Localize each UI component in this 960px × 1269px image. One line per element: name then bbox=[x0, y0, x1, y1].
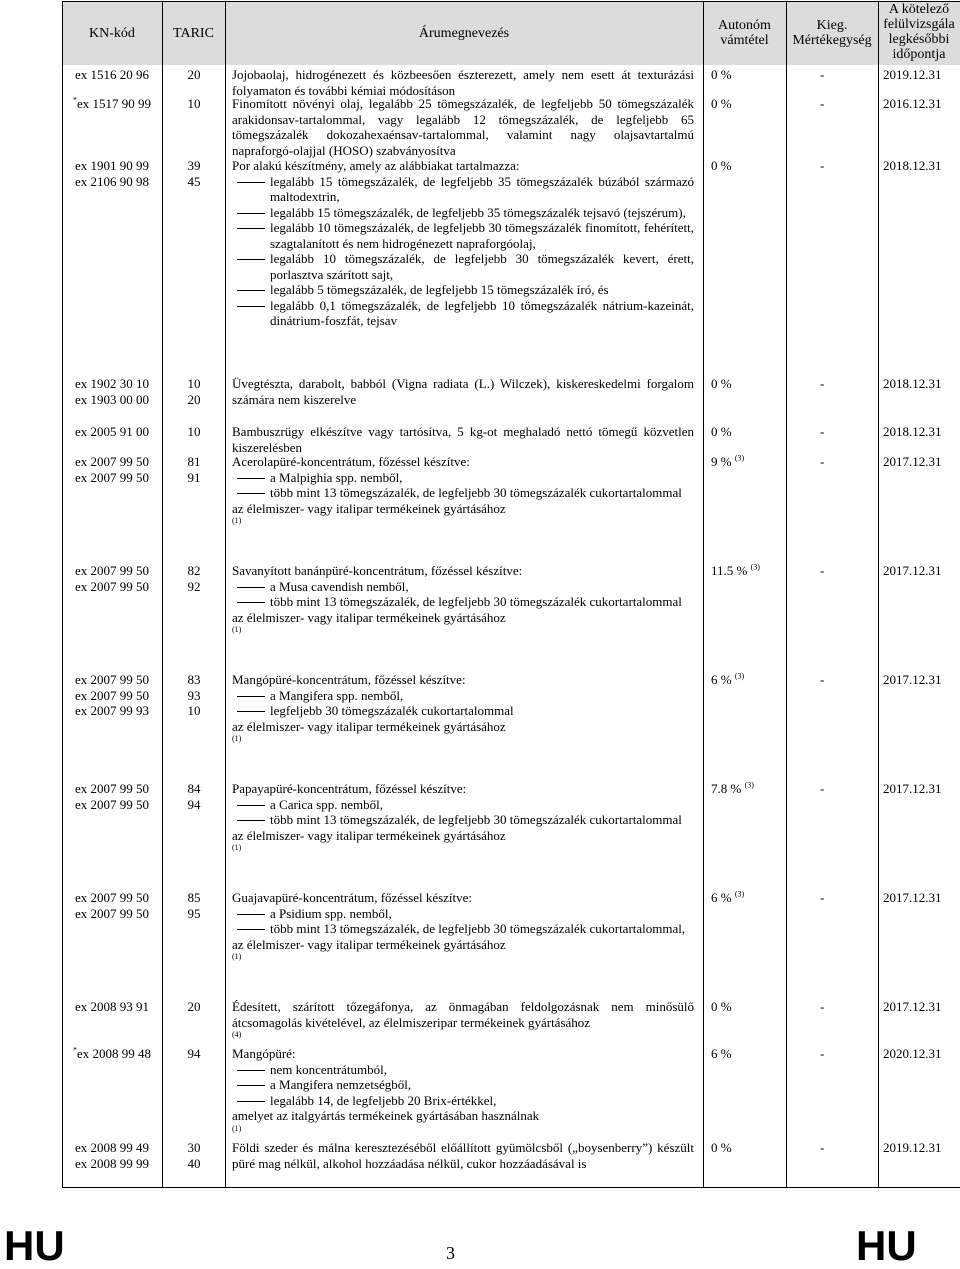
header-review-date: A kötelező felülvizsgála legkésőbbi időpontja bbox=[883, 2, 955, 62]
kn-code bbox=[62, 563, 162, 579]
description-text: Por alakú készítmény, amely az alábbiakat tartalmazza: bbox=[232, 158, 520, 173]
description-text: Földi szeder és málna keresztezéséből előállított gyümölcsből („boysenberry”) készült püré mag nélkül, alkohol hozzáadása nélkül, cukor hozzáadásával is bbox=[232, 1140, 694, 1171]
kn-code-text: ex 2007 99 50 bbox=[74, 578, 150, 594]
kn-code-cell bbox=[62, 376, 162, 407]
kn-code-text: ex 2008 99 99 bbox=[74, 1155, 150, 1171]
footnote-ref: (1) bbox=[232, 734, 242, 743]
kn-code bbox=[62, 454, 162, 470]
kn-code-text: ex 2007 99 50 bbox=[74, 672, 150, 687]
taric-cell bbox=[163, 454, 225, 485]
description-cell bbox=[232, 999, 694, 1040]
review-date-cell: 2017.12.31 bbox=[883, 454, 942, 469]
kn-code bbox=[62, 1046, 162, 1062]
taric-cell bbox=[163, 424, 225, 440]
kn-code-cell bbox=[62, 1046, 162, 1062]
kn-code bbox=[62, 781, 162, 797]
duty-rate-cell bbox=[711, 1046, 732, 1062]
description-text: Acerolapüré-koncentrátum, főzéssel készítve: bbox=[232, 454, 470, 469]
kn-code-text: ex 1902 30 10 bbox=[74, 376, 150, 391]
amendment-marker: * bbox=[72, 1045, 77, 1055]
taric-code: 83 bbox=[187, 672, 201, 687]
description-tail: amelyet az italgyártás termékeinek gyártásában használnak bbox=[232, 1108, 540, 1123]
description-item: a Mangifera nemzetségből, bbox=[232, 1077, 694, 1093]
amendment-marker: * bbox=[72, 95, 77, 105]
duty-rate-cell bbox=[711, 158, 732, 174]
review-date-cell: 2017.12.31 bbox=[883, 563, 942, 578]
description-item: legalább 15 tömegszázalék, de legfeljebb 35 tömegszázalék búzából származó maltodextrin, bbox=[232, 174, 694, 205]
review-date-cell: 2018.12.31 bbox=[883, 376, 942, 391]
table-border-top bbox=[62, 1, 960, 2]
page-number: 3 bbox=[446, 1243, 455, 1263]
duty-rate-cell bbox=[711, 376, 732, 392]
kn-code bbox=[62, 424, 162, 440]
duty-rate: 11.5 % bbox=[711, 563, 748, 578]
column-divider bbox=[225, 1, 226, 1187]
description-text: Bambuszrügy elkészítve vagy tartósítva, 5 kg-ot meghaladó nettó tömegű közvetlen kiszerelésben bbox=[232, 424, 694, 455]
column-divider bbox=[703, 1, 704, 1187]
taric-code: 30 bbox=[187, 1140, 201, 1155]
description-item: a Mangifera spp. nemből, bbox=[232, 688, 694, 704]
unit-cell: - bbox=[820, 376, 825, 391]
kn-code-text: ex 2007 99 50 bbox=[74, 796, 150, 812]
description-item: több mint 13 tömegszázalék, de legfeljebb 30 tömegszázalék cukortartalommal bbox=[232, 594, 694, 610]
taric-code: 40 bbox=[187, 1155, 201, 1171]
taric-code: 95 bbox=[187, 905, 201, 921]
description-item: a Carica spp. nemből, bbox=[232, 797, 694, 813]
footer-language-right: HU bbox=[856, 1222, 917, 1269]
kn-code-text: ex 2106 90 98 bbox=[74, 173, 150, 189]
unit-cell: - bbox=[820, 1046, 825, 1061]
taric-code: 94 bbox=[187, 1046, 201, 1061]
duty-rate-cell bbox=[711, 96, 732, 112]
duty-rate-footnote: (3) bbox=[744, 780, 754, 790]
review-date-cell: 2018.12.31 bbox=[883, 158, 942, 173]
kn-code-text: ex 2008 99 49 bbox=[74, 1140, 150, 1155]
duty-rate-footnote: (3) bbox=[734, 453, 745, 463]
taric-code: 10 bbox=[187, 703, 201, 718]
kn-code bbox=[62, 688, 162, 704]
review-date-cell: 2020.12.31 bbox=[883, 1046, 942, 1061]
kn-code bbox=[62, 999, 162, 1015]
review-date-cell: 2018.12.31 bbox=[883, 424, 942, 439]
taric-code: 94 bbox=[187, 796, 201, 812]
description-item: a Malpighia spp. nemből, bbox=[232, 470, 694, 486]
kn-code-text: ex 1516 20 96 bbox=[74, 67, 150, 82]
description-item: legfeljebb 30 tömegszázalék cukortartalommal bbox=[232, 703, 694, 719]
kn-code bbox=[62, 1140, 162, 1156]
taric-code: 82 bbox=[187, 563, 201, 578]
description-item: legalább 10 tömegszázalék, de legfeljebb 30 tömegszázalék finomított, fehérített, szagtalanított és nem hidrogénezett napraforgóolaj, bbox=[232, 220, 694, 251]
header-taric: TARIC bbox=[173, 26, 214, 41]
duty-rate-footnote: (3) bbox=[734, 889, 745, 899]
taric-code: 85 bbox=[187, 890, 201, 905]
duty-rate: 9 % bbox=[711, 454, 732, 469]
kn-code bbox=[62, 96, 162, 112]
description-cell bbox=[232, 563, 694, 635]
description-text: Finomított növényi olaj, legalább 25 tömegszázalék, de legfeljebb 50 tömegszázalék arakidonsav-tartalommal, vagy legalább 12 tömegszázalék, de legfeljebb 65 tömegszázalék dokozahexaénsav-tartalommal, valamint nagy olajsavtartalmú napraforgó-olajjal (HOSO) szabványosítva bbox=[232, 96, 694, 158]
duty-rate: 0 % bbox=[711, 999, 732, 1014]
taric-code: 45 bbox=[187, 173, 201, 189]
taric-code: 81 bbox=[187, 454, 201, 469]
unit-cell: - bbox=[820, 890, 825, 905]
kn-code-cell bbox=[62, 1140, 162, 1171]
duty-rate-cell bbox=[711, 890, 744, 906]
kn-code bbox=[62, 906, 162, 922]
taric-code: 93 bbox=[187, 687, 201, 703]
description-text: Mangópüré: bbox=[232, 1046, 296, 1061]
description-tail: az élelmiszer- vagy italipar termékeinek gyártásához bbox=[232, 936, 506, 952]
description-cell bbox=[232, 454, 694, 526]
kn-code-text: ex 2007 99 50 bbox=[74, 905, 150, 921]
description-item: legalább 15 tömegszázalék, de legfeljebb 35 tömegszázalék tejsavó (tejszérum), bbox=[232, 205, 694, 221]
duty-rate: 0 % bbox=[711, 376, 732, 391]
unit-cell: - bbox=[820, 454, 825, 469]
taric-cell bbox=[163, 781, 225, 812]
kn-code-cell bbox=[62, 96, 162, 112]
kn-code-text: ex 2007 99 50 bbox=[74, 890, 150, 905]
description-text: Mangópüré-koncentrátum, főzéssel készítve: bbox=[232, 672, 466, 687]
duty-rate-footnote: (3) bbox=[734, 671, 745, 681]
kn-code bbox=[62, 376, 162, 392]
taric-code: 91 bbox=[187, 469, 201, 485]
kn-code-cell bbox=[62, 563, 162, 594]
kn-code-text: ex 1901 90 99 bbox=[74, 158, 150, 173]
description-text: Üvegtészta, darabolt, babból (Vigna radiata (L.) Wilczek), kiskereskedelmi forgalom számára nem kiszerelve bbox=[232, 376, 694, 407]
taric-cell bbox=[163, 376, 225, 407]
taric-cell bbox=[163, 563, 225, 594]
kn-code-text: ex 2005 91 00 bbox=[74, 424, 150, 439]
kn-code-text: ex 2007 99 93 bbox=[74, 703, 150, 718]
kn-code-text: ex 2007 99 50 bbox=[74, 687, 150, 703]
duty-rate: 0 % bbox=[711, 424, 732, 439]
unit-cell: - bbox=[820, 424, 825, 439]
duty-rate-cell bbox=[711, 1140, 732, 1156]
duty-rate-cell bbox=[711, 672, 744, 688]
description-text: Papayapüré-koncentrátum, főzéssel készítve: bbox=[232, 781, 467, 796]
description-text: Jojobaolaj, hidrogénezett és közbeesően észterezett, amely nem esett át texturázási folyamaton és további kémiai módosításon bbox=[232, 67, 694, 98]
unit-cell: - bbox=[820, 563, 825, 578]
header-kn: KN-kód bbox=[89, 26, 135, 41]
description-cell bbox=[232, 424, 694, 455]
review-date-cell: 2017.12.31 bbox=[883, 999, 942, 1014]
description-cell bbox=[232, 890, 694, 962]
description-tail: az élelmiszer- vagy italipar termékeinek gyártásához bbox=[232, 718, 506, 734]
description-text: Édesített, szárított tőzegáfonya, az önmagában feldolgozásnak nem minősülő átcsomagolás kivételével, az élelmiszeripar termékeinek gyártásához bbox=[232, 999, 694, 1030]
description-cell bbox=[232, 1140, 694, 1171]
duty-rate-cell bbox=[711, 781, 754, 797]
kn-code-text: ex 1903 00 00 bbox=[74, 391, 150, 407]
kn-code bbox=[62, 1156, 162, 1172]
description-tail: az élelmiszer- vagy italipar termékeinek gyártásához bbox=[232, 500, 506, 516]
kn-code-cell bbox=[62, 890, 162, 921]
kn-code-text: ex 2007 99 50 bbox=[74, 563, 150, 578]
kn-code bbox=[62, 703, 162, 719]
description-tail: az élelmiszer- vagy italipar termékeinek gyártásához bbox=[232, 609, 506, 625]
description-item: nem koncentrátumból, bbox=[232, 1062, 694, 1078]
review-date-cell: 2019.12.31 bbox=[883, 1140, 942, 1155]
taric-cell bbox=[163, 672, 225, 719]
taric-code: 92 bbox=[187, 578, 201, 594]
taric-code: 20 bbox=[187, 391, 201, 407]
taric-cell bbox=[163, 96, 225, 112]
unit-cell: - bbox=[820, 999, 825, 1014]
unit-cell: - bbox=[820, 158, 825, 173]
description-item: több mint 13 tömegszázalék, de legfeljebb 30 tömegszázalék cukortartalommal bbox=[232, 485, 694, 501]
kn-code-cell bbox=[62, 67, 162, 83]
column-divider bbox=[878, 1, 879, 1187]
description-item: több mint 13 tömegszázalék, de legfeljebb 30 tömegszázalék cukortartalommal, bbox=[232, 921, 694, 937]
taric-cell bbox=[163, 999, 225, 1015]
kn-code-text: ex 1517 90 99 bbox=[76, 96, 152, 111]
duty-rate: 7.8 % bbox=[711, 781, 742, 796]
footer-language-left: HU bbox=[4, 1222, 65, 1269]
duty-rate: 0 % bbox=[711, 96, 732, 111]
kn-code-cell bbox=[62, 158, 162, 189]
description-cell bbox=[232, 781, 694, 853]
kn-code bbox=[62, 67, 162, 83]
taric-cell bbox=[163, 158, 225, 189]
duty-rate-cell bbox=[711, 999, 732, 1015]
unit-cell: - bbox=[820, 781, 825, 796]
kn-code bbox=[62, 672, 162, 688]
description-text: Savanyított banánpüré-koncentrátum, főzéssel készítve: bbox=[232, 563, 523, 578]
review-date-cell: 2019.12.31 bbox=[883, 67, 942, 82]
kn-code-cell bbox=[62, 781, 162, 812]
kn-code-cell bbox=[62, 999, 162, 1015]
review-date-cell: 2016.12.31 bbox=[883, 96, 942, 111]
kn-code bbox=[62, 174, 162, 190]
description-cell bbox=[232, 1046, 694, 1134]
duty-rate-cell bbox=[711, 454, 744, 470]
description-item: legalább 0,1 tömegszázalék, de legfeljebb 10 tömegszázalék nátrium-kazeinát, dinátrium-foszfát, tejsav bbox=[232, 298, 694, 329]
kn-code-text: ex 2007 99 50 bbox=[74, 781, 150, 796]
header-rate: Autonóm vámtétel bbox=[718, 18, 771, 48]
duty-rate-cell bbox=[711, 563, 760, 579]
description-tail: az élelmiszer- vagy italipar termékeinek gyártásához bbox=[232, 827, 506, 843]
duty-rate: 6 % bbox=[711, 672, 732, 687]
kn-code-text: ex 2007 99 50 bbox=[74, 454, 150, 469]
review-date-cell: 2017.12.31 bbox=[883, 672, 942, 687]
description-item: legalább 14, de legfeljebb 20 Brix-értékkel, bbox=[232, 1093, 694, 1109]
duty-rate-cell bbox=[711, 424, 732, 440]
kn-code-text: ex 2008 99 48 bbox=[76, 1046, 152, 1061]
kn-code-cell bbox=[62, 454, 162, 485]
kn-code bbox=[62, 579, 162, 595]
duty-rate: 6 % bbox=[711, 890, 732, 905]
duty-rate: 0 % bbox=[711, 158, 732, 173]
description-cell bbox=[232, 158, 694, 329]
unit-cell: - bbox=[820, 96, 825, 111]
description-cell bbox=[232, 96, 694, 158]
footnote-ref: (1) bbox=[232, 1123, 242, 1133]
description-cell bbox=[232, 67, 694, 98]
kn-code-cell bbox=[62, 672, 162, 719]
description-cell bbox=[232, 376, 694, 407]
taric-code: 20 bbox=[187, 999, 201, 1014]
duty-rate-cell bbox=[711, 67, 732, 83]
taric-cell bbox=[163, 1140, 225, 1171]
description-item: több mint 13 tömegszázalék, de legfeljebb 30 tömegszázalék cukortartalommal bbox=[232, 812, 694, 828]
taric-code: 10 bbox=[187, 376, 201, 391]
footnote-ref: (1) bbox=[232, 843, 242, 852]
taric-cell bbox=[163, 1046, 225, 1062]
unit-cell: - bbox=[820, 1140, 825, 1155]
duty-rate: 6 % bbox=[711, 1046, 732, 1061]
review-date-cell: 2017.12.31 bbox=[883, 781, 942, 796]
description-item: a Musa cavendish nemből, bbox=[232, 579, 694, 595]
taric-cell bbox=[163, 67, 225, 83]
description-item: legalább 5 tömegszázalék, de legfeljebb 15 tömegszázalék író, és bbox=[232, 282, 694, 298]
description-item: legalább 10 tömegszázalék, de legfeljebb 30 tömegszázalék kevert, érett, porlasztva szárított sajt, bbox=[232, 251, 694, 282]
unit-cell: - bbox=[820, 67, 825, 82]
table-border-bottom bbox=[62, 1187, 960, 1188]
taric-code: 84 bbox=[187, 781, 201, 796]
review-date-cell: 2017.12.31 bbox=[883, 890, 942, 905]
description-item: a Psidium spp. nemből, bbox=[232, 906, 694, 922]
taric-code: 39 bbox=[187, 158, 201, 173]
description-text: Guajavapüré-koncentrátum, főzéssel készítve: bbox=[232, 890, 473, 905]
unit-cell: - bbox=[820, 672, 825, 687]
taric-code: 10 bbox=[187, 96, 201, 111]
column-divider bbox=[786, 1, 787, 1187]
footnote-ref: (1) bbox=[232, 516, 242, 525]
taric-code: 20 bbox=[187, 67, 201, 82]
kn-code bbox=[62, 158, 162, 174]
kn-code-text: ex 2008 93 91 bbox=[74, 999, 150, 1014]
taric-code: 10 bbox=[187, 424, 201, 439]
duty-rate-footnote: (3) bbox=[750, 562, 760, 572]
footnote-ref: (4) bbox=[232, 1030, 242, 1039]
kn-code bbox=[62, 470, 162, 486]
footnote-ref: (1) bbox=[232, 625, 242, 634]
header-description: Árumegnevezés bbox=[418, 26, 510, 41]
kn-code bbox=[62, 890, 162, 906]
footnote-ref: (1) bbox=[232, 952, 242, 961]
taric-cell bbox=[163, 890, 225, 921]
header-unit: Kieg. Mértékegység bbox=[792, 18, 872, 48]
duty-rate: 0 % bbox=[711, 67, 732, 82]
description-cell bbox=[232, 672, 694, 744]
duty-rate: 0 % bbox=[711, 1140, 732, 1155]
kn-code bbox=[62, 797, 162, 813]
kn-code-cell bbox=[62, 424, 162, 440]
kn-code bbox=[62, 392, 162, 408]
kn-code-text: ex 2007 99 50 bbox=[74, 469, 150, 485]
